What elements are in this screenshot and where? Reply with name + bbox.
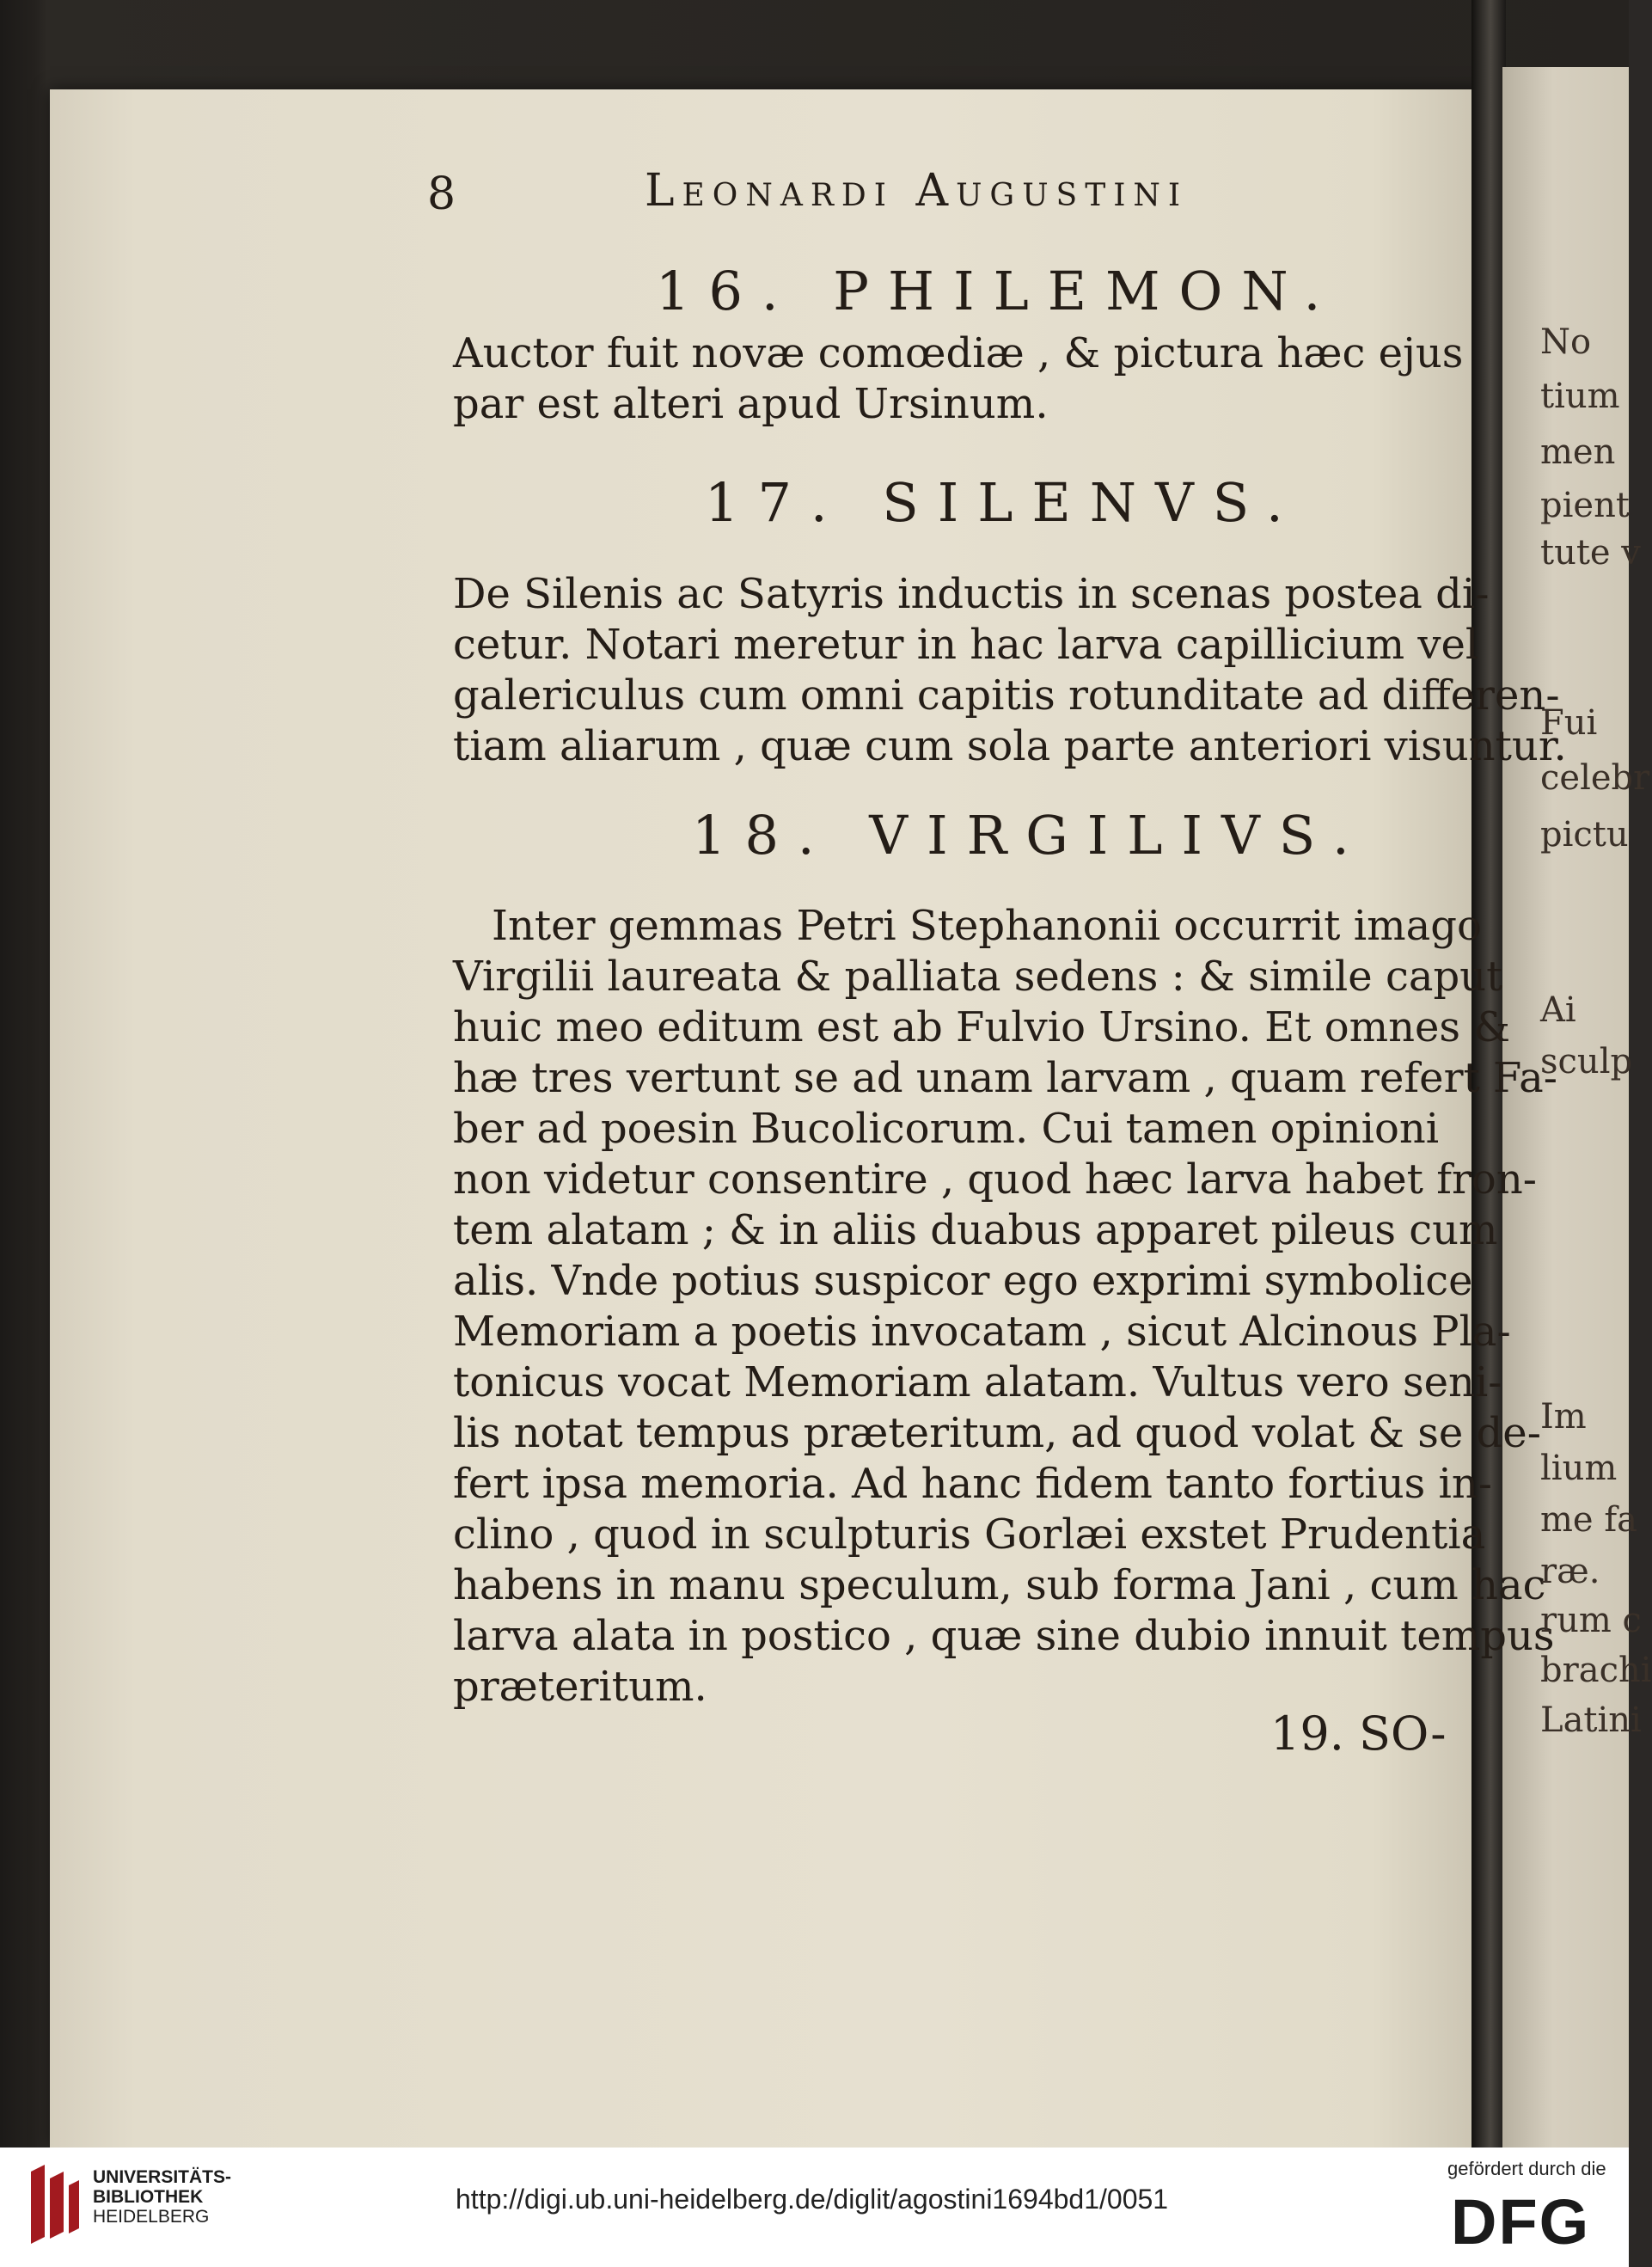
margin-fragment: pient [1540, 486, 1630, 525]
text-line: Memoriam a poetis invocatam , sicut Alcinous Pla- [453, 1308, 1511, 1356]
text-line: tem alatam ; & in aliis duabus apparet pileus cum [453, 1206, 1498, 1254]
dfg-logo-icon [1451, 2185, 1606, 2258]
text-line: par est alteri apud Ursinum. [453, 380, 1049, 428]
running-title: Leonardi Augustini [645, 165, 1189, 217]
margin-fragment: pictu [1540, 815, 1629, 855]
margin-fragment: celebr [1540, 758, 1650, 798]
text-line: galericulus cum omni capitis rotunditate ad differen- [453, 671, 1560, 720]
margin-fragment: ræ. [1540, 1552, 1600, 1591]
library-name-line: BIBLIOTHEK [93, 2187, 204, 2207]
margin-fragment: No [1540, 322, 1592, 362]
university-library-logo-icon [24, 2161, 84, 2251]
margin-fragment: Ai [1540, 990, 1576, 1030]
dfg-logo-text: DFG [1451, 2186, 1591, 2258]
section-heading-silenus: 17. SILENVS. [705, 471, 1302, 534]
margin-fragment: sculp [1540, 1042, 1633, 1081]
text-line: tiam aliarum , quæ cum sola parte anteriori visuntur. [453, 722, 1567, 770]
text-line: præteritum. [453, 1663, 707, 1711]
margin-fragment: Im [1540, 1397, 1587, 1437]
text-line: Virgilii laureata & palliata sedens : & simile caput [453, 953, 1503, 1001]
text-line: Inter gemmas Petri Stephanonii occurrit imago [492, 902, 1482, 950]
margin-fragment: rum c [1540, 1601, 1642, 1640]
text-line: lis notat tempus præteritum, ad quod volat & se de- [453, 1409, 1541, 1457]
margin-fragment: lium [1540, 1449, 1618, 1488]
text-line: hæ tres vertunt se ad unam larvam , quam refert Fa- [453, 1054, 1557, 1102]
text-line: Auctor fuit novæ comœdiæ , & pictura hæc ejus [453, 329, 1464, 377]
permalink-url[interactable]: http://digi.ub.uni-heidelberg.de/diglit/agostini1694bd1/0051 [456, 2184, 1169, 2215]
text-line: non videtur consentire , quod hæc larva habet fron- [453, 1155, 1537, 1204]
margin-fragment: men [1540, 432, 1616, 472]
text-line: cetur. Notari meretur in hac larva capillicium vel [453, 621, 1479, 669]
text-line: clino , quod in sculpturis Gorlæi exstet Prudentia [453, 1510, 1486, 1559]
page-number: 8 [427, 168, 456, 220]
text-line: huic meo editum est ab Fulvio Ursino. Et omnes & [453, 1003, 1511, 1051]
section-heading-virgilius: 18. VIRGILIVS. [692, 804, 1368, 867]
text-line: fert ipsa memoria. Ad hanc fidem tanto fortius in- [453, 1460, 1492, 1508]
margin-fragment: Latini [1540, 1700, 1642, 1740]
text-line: larva alata in postico , quæ sine dubio innuit tempus [453, 1612, 1555, 1660]
margin-fragment: me fa [1540, 1500, 1637, 1540]
funded-by-text: gefördert durch die [1447, 2158, 1606, 2179]
margin-fragment: Fui [1540, 703, 1598, 743]
library-name-line: HEIDELBERG [93, 2207, 210, 2227]
margin-fragment: tute v [1540, 533, 1641, 573]
text-line: habens in manu speculum, sub forma Jani , cum hac [453, 1561, 1546, 1609]
library-name-line: UNIVERSITÄTS- [93, 2167, 232, 2187]
catchword: 19. SO- [1270, 1706, 1447, 1761]
text-line: ber ad poesin Bucolicorum. Cui tamen opinioni [453, 1105, 1440, 1153]
text-line: De Silenis ac Satyris inductis in scenas postea di- [453, 570, 1490, 618]
text-line: tonicus vocat Memoriam alatam. Vultus vero seni- [453, 1358, 1502, 1406]
margin-fragment: tium [1540, 377, 1620, 416]
section-heading-philemon: 16. PHILEMON. [656, 260, 1340, 322]
margin-fragment: brachi [1540, 1651, 1652, 1690]
text-line: alis. Vnde potius suspicor ego exprimi symbolice [453, 1257, 1473, 1305]
